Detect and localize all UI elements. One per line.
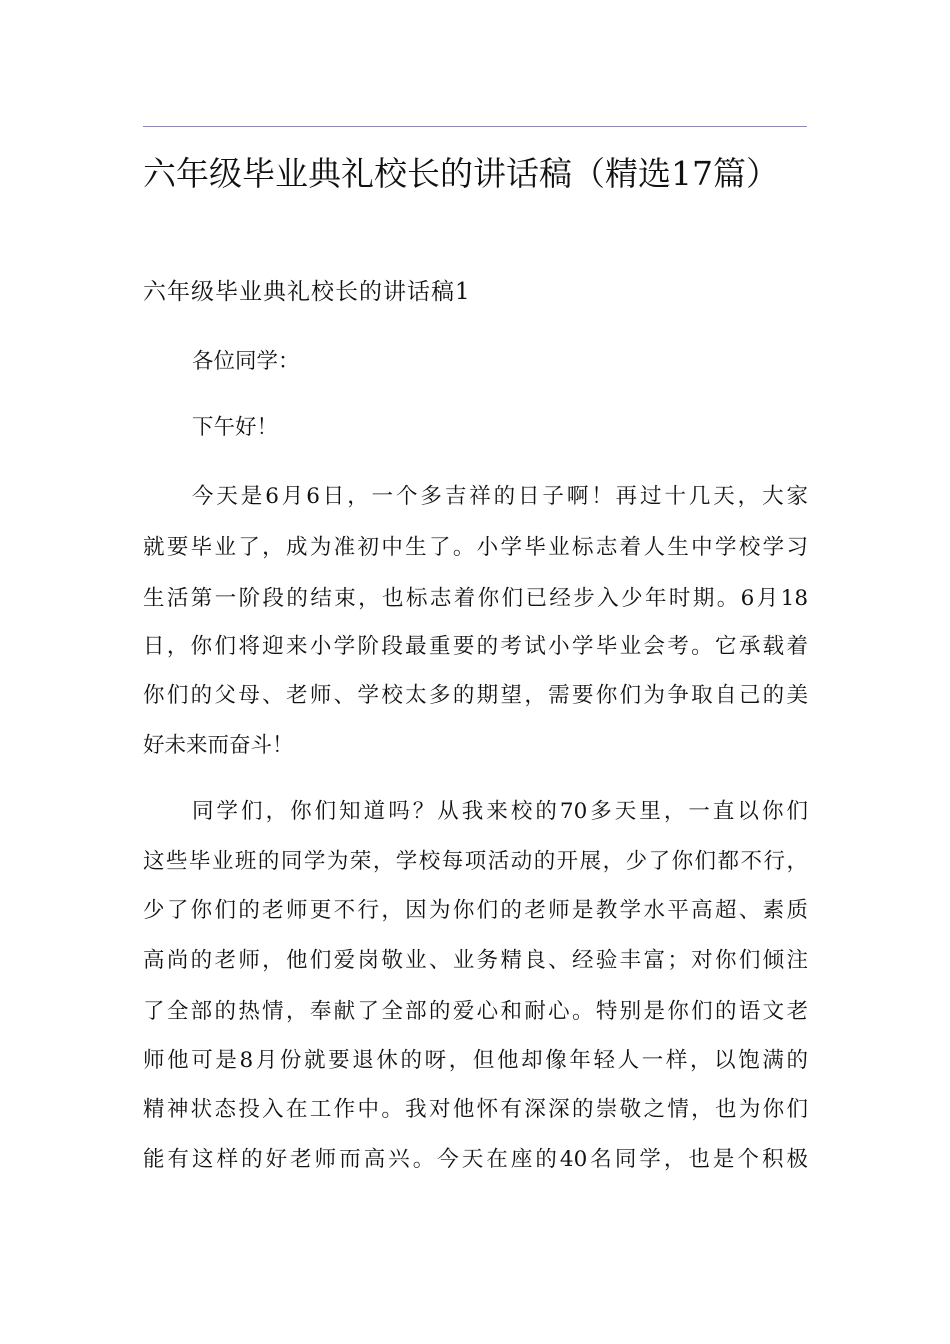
paragraph-line: 你们的父母、老师、学校太多的期望，需要你们为争取自己的美: [143, 683, 808, 708]
paragraph-line: 师他可是8月份就要退休的呀，但他却像年轻人一样，以饱满的: [143, 1048, 808, 1073]
paragraph-line: 少了你们的老师更不行，因为你们的老师是教学水平高超、素质: [143, 898, 808, 923]
paragraph-line: 日，你们将迎来小学阶段最重要的考试小学毕业会考。它承载着: [143, 634, 808, 659]
section-heading: 六年级毕业典礼校长的讲话稿1: [143, 279, 471, 305]
paragraph-line: 就要毕业了，成为准初中生了。小学毕业标志着人生中学校学习: [143, 535, 808, 560]
paragraph-line: 同学们，你们知道吗？从我来校的70多天里，一直以你们: [192, 799, 808, 824]
paragraph-line: 今天是6月6日，一个多吉祥的日子啊！再过十几天，大家: [192, 484, 808, 509]
greeting: 下午好！: [192, 415, 279, 440]
paragraph-line: 高尚的老师，他们爱岗敬业、业务精良、经验丰富；对你们倾注: [143, 948, 808, 973]
header-rule: [143, 126, 807, 127]
salutation: 各位同学：: [192, 349, 300, 374]
paragraph-line: 了全部的热情，奉献了全部的爱心和耐心。特别是你们的语文老: [143, 999, 808, 1024]
paragraph-line: 能有这样的好老师而高兴。今天在座的40名同学，也是个积极: [143, 1147, 808, 1172]
document-title: 六年级毕业典礼校长的讲话稿（精选17篇）: [143, 154, 779, 193]
paragraph-line: 精神状态投入在工作中。我对他怀有深深的崇敬之情，也为你们: [143, 1097, 808, 1122]
paragraph-line: 生活第一阶段的结束，也标志着你们已经步入少年时期。6月18: [143, 586, 808, 611]
paragraph-line: 这些毕业班的同学为荣，学校每项活动的开展，少了你们都不行，: [143, 849, 808, 874]
paragraph-line: 好未来而奋斗！: [143, 733, 294, 758]
